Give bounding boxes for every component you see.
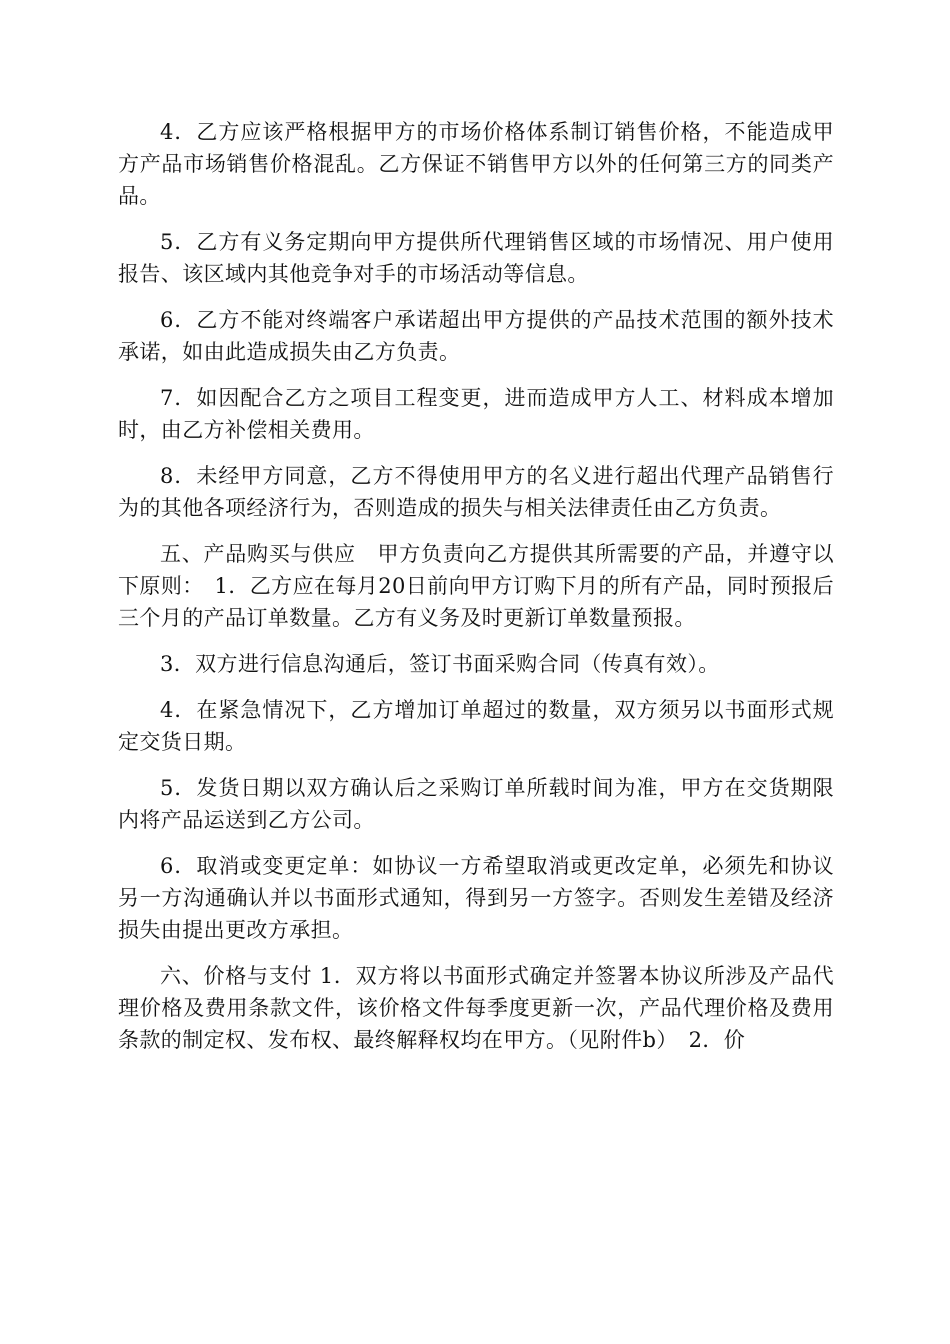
clause-6-cancel-order: 6．取消或变更定单：如协议一方希望取消或更改定单，必须先和协议另一方沟通确认并以书面形式通知，得到另一方签字。否则发生差错及经济损失由提出更改方承担。 bbox=[118, 854, 834, 942]
clause-8-unauthorized-use: 8．未经甲方同意，乙方不得使用甲方的名义进行超出代理产品销售行为的其他各项经济行为，否则造成的损失与相关法律责任由乙方负责。 bbox=[118, 464, 834, 520]
clause-4-pricing: 4．乙方应该严格根据甲方的市场价格体系制订销售价格，不能造成甲方产品市场销售价格混乱。乙方保证不销售甲方以外的任何第三方的同类产品。 bbox=[118, 120, 834, 208]
clause-3-contract: 3．双方进行信息沟通后，签订书面采购合同（传真有效）。 bbox=[160, 652, 720, 676]
document-page bbox=[118, 116, 834, 1070]
clause-4-emergency: 4．在紧急情况下，乙方增加订单超过的数量，双方须另以书面形式规定交货日期。 bbox=[118, 698, 834, 754]
clause-6-tech-commitment: 6．乙方不能对终端客户承诺超出甲方提供的产品技术范围的额外技术承诺，如由此造成损失由乙方负责。 bbox=[118, 308, 834, 364]
clause-5-market-info: 5．乙方有义务定期向甲方提供所代理销售区域的市场情况、用户使用报告、该区域内其他竞争对手的市场活动等信息。 bbox=[118, 230, 834, 286]
section-6-price-payment: 六、价格与支付 1．双方将以书面形式确定并签署本协议所涉及产品代理价格及费用条款文件，该价格文件每季度更新一次，产品代理价格及费用条款的制定权、发布权、最终解释权均在甲方。（见附件b） 2．价 bbox=[118, 964, 834, 1052]
section-5-purchase-supply: 五、产品购买与供应 甲方负责向乙方提供其所需要的产品，并遵守以下原则： 1．乙方应在每月20日前向甲方订购下月的所有产品，同时预报后三个月的产品订单数量。乙方有义务及时更新订单数量预报。 bbox=[118, 542, 834, 630]
clause-7-project-change: 7．如因配合乙方之项目工程变更，进而造成甲方人工、材料成本增加时，由乙方补偿相关费用。 bbox=[118, 386, 834, 442]
clause-5-delivery: 5．发货日期以双方确认后之采购订单所载时间为准，甲方在交货期限内将产品运送到乙方公司。 bbox=[118, 776, 834, 832]
